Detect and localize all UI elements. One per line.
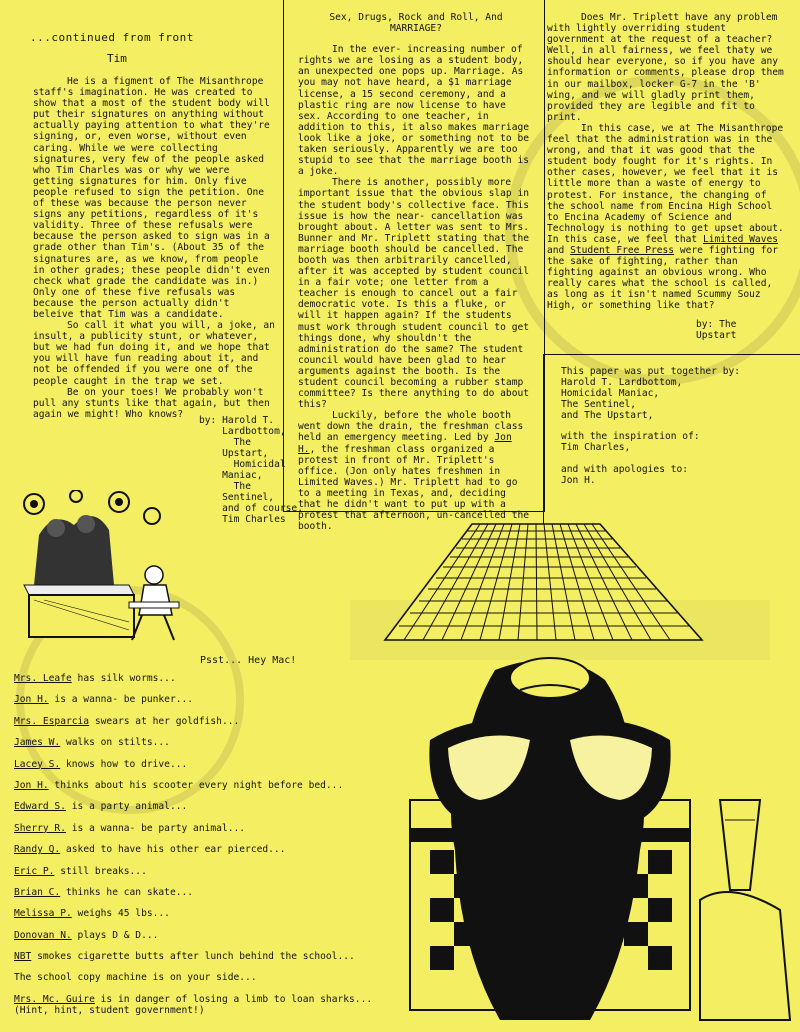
marriage-paragraph: There is another, possibly more important issue that the obvious slap in the student body's collective face. This issue is how the near- cancellation was brought about. A letter was sent to Mrs. Bunner and Mr. Triplett stating that the marriage booth should be cancelled. The booth was then arbitrarily cancelled, after it was accepted by student council in a fair vote; one letter from a teacher is enough to cancel out a fair democratic vote. Is this a fluke, or will it happen again? If the students must work through student council to get things done, why shouldn't the administration do the same? The student council would have been glad to hear arguments against the booth. Is the student council becoming a rubber stamp committee? Is there anything to do about this? (298, 177, 530, 411)
gossip-name: Mrs. Leafe (14, 673, 72, 684)
gossip-item (14, 801, 414, 822)
gossip-text: thinks he can skate... (60, 886, 194, 898)
gossip-item (14, 694, 414, 715)
gossip-list (14, 673, 414, 1016)
gossip-name: Mrs. Esparcia (14, 715, 90, 727)
jon-h-reference: Jon H. (298, 432, 512, 455)
continued-heading: ...continued from front (30, 31, 194, 44)
gossip-text: is a wanna- be punker... (48, 694, 194, 706)
gossip-text: is in danger of losing a limb to loan sharks... (94, 993, 373, 1005)
gossip-text: smokes cigarette butts after lunch behind the school... (31, 951, 355, 963)
gossip-text: has silk worms... (71, 673, 176, 684)
title-line: Sex, Drugs, Rock and Roll, And (329, 12, 503, 23)
gossip-name: Melissa P. (14, 908, 72, 920)
gossip-name: Lacey S. (14, 758, 61, 770)
title-line: MARRIAGE? (390, 23, 442, 35)
gossip-item (14, 887, 414, 908)
gossip-text: weighs 45 lbs... (71, 908, 170, 920)
marriage-paragraph (298, 410, 534, 532)
text-segment: , the freshman class organized a protest in front of Mr. Triplett's office. (Jon only hates freshmen in Limited Waves.) Mr. Triplett had to go to a meeting in Texas, and, deciding that he didn't want to put up with a protest that afternoon, un-cancelled the booth. (298, 443, 530, 533)
gossip-name: Mrs. Mc. Guire (14, 993, 95, 1005)
gossip-item (14, 780, 414, 801)
gossip-text: knows how to drive... (60, 758, 188, 770)
gossip-name: James W. (14, 737, 61, 749)
gossip-title: Psst... Hey Mac! (200, 655, 297, 666)
text-segment: In this case, we at The Misanthrope feel that the administration was in the wrong, and that it was good that the student body fought for it's rights. In other cases, however, we feel that it is little more than a waste of energy to protest. For instance, the changing of the school name from Encina High School to Encina Academy of Science and Technology is nothing to get upset about. In this case, we feel that (547, 122, 784, 245)
gossip-name: Donovan N. (14, 929, 72, 941)
text-segment: were fighting for the sake of fighting, rather than fighting against an obvious wrong. Who really cares what the school is called, as long as it isn't named Scummy Souz High, or something like that? (547, 244, 779, 312)
gossip-name: Randy Q. (14, 844, 61, 856)
gossip-item (14, 844, 414, 865)
text-segment: and (547, 244, 571, 256)
gossip-name: Edward S. (14, 801, 66, 813)
gossip-text: The school copy machine is on your side... (14, 972, 257, 984)
gossip-item (14, 823, 414, 844)
right-byline: by: The Upstart (696, 319, 737, 341)
left-paragraph: He is a figment of The Misanthrope staff's imagination. He was created to show that a most of the student body will put their signatures on anything without actually paying attention to what they're signing, or, even worse, without even caring. While we were collecting signatures, very few of the people asked who Tim Charles was or why we were getting signatures for him. Only five people refused to sign the petition. One of these was because the person never signs any petitions, regardless of it's validity. Three of these refusals were because the person asked to sign was in a grade other than Tim's. (About 35 of the signatures are, as we know, from people in other grades; these people didn't even check what grade the candidate was in.) Only one of these five refusals was because the person actually didn't beleive that Tim was a candidate. (33, 76, 270, 320)
perspective-grid-art (380, 522, 710, 647)
limited-waves-reference: Limited Waves (702, 233, 779, 245)
gossip-text: asked to have his other ear pierced... (60, 844, 286, 856)
gossip-name: Jon H. (14, 694, 49, 706)
right-article (547, 12, 785, 312)
text-segment: Luckily, before the whole booth went down the drain, the freshman class held an emergency meeting. Led by (298, 410, 524, 444)
gossip-text: swears at her goldfish... (89, 715, 240, 727)
gossip-item (14, 908, 414, 929)
gossip-name: Brian C. (14, 886, 61, 898)
gossip-text: is a party animal... (65, 801, 188, 813)
left-paragraph: So call it what you will, a joke, an insult, a publicity stunt, or whatever, but we had fun doing it, and we hope that you will have fun reading about it, and not be offended if you were one of the people caught in the trap we set. (33, 320, 275, 387)
article-subheading: Tim (107, 52, 127, 65)
gossip-name: NBT (14, 951, 32, 963)
gossip-item (14, 673, 414, 694)
gossip-name: Eric P. (14, 865, 55, 877)
gossip-item (14, 737, 414, 758)
gossip-note: (Hint, hint, student government!) (14, 1004, 205, 1016)
credits-text: This paper was put together by: Harold T. Lardbottom, Homicidal Maniac, The Sentinel, and The Upstart, with the inspiration of: Tim Charles, and with apologies to: Jon H. (561, 366, 741, 487)
right-paragraph: Does Mr. Triplett have any problem with lightly overriding student government at the request of a teacher? Well, in all fairness, we feel thaty we should hear everyone, so if you have any information or comments, please drop them in our mailbox, locker G-7 in the 'B' wing, and we will gladly print them, provided they are legible and fit to print. (547, 12, 784, 123)
credits-box (543, 354, 800, 524)
gossip-text: is a wanna- be party animal... (65, 822, 246, 834)
marriage-article-box (283, 0, 545, 533)
left-byline: by: Harold T. Lardbottom, The Upstart, Homicidal Maniac, The Sentinel, and of course, Tim Charles (199, 415, 303, 525)
sunglasses-face-photo (400, 650, 800, 1030)
gossip-item (14, 972, 414, 993)
gossip-item (14, 951, 414, 972)
marriage-paragraph: In the ever- increasing number of rights we are losing as a student body, an unexpected one pops up. Marriage. As you may not have heard, a $1 marriage license, a 15 second ceremony, and a plastic ring are now license to have sex. According to one teacher, in addition to this, it also makes marriage look like a joke, or something not to be taken seriously. Apparently we are too stupid to see that the marriage booth is a joke. (298, 44, 530, 178)
gossip-text: thinks about his scooter every night before bed... (48, 779, 344, 791)
gossip-item (14, 994, 414, 1005)
gossip-name: Jon H. (14, 779, 49, 791)
cartoon-illustration (14, 490, 184, 645)
gossip-item (14, 930, 414, 951)
gossip-item (14, 716, 414, 737)
gossip-text: still breaks... (54, 865, 147, 877)
student-free-press-reference: Student Free Press (570, 244, 675, 256)
gossip-text: walks on stilts... (60, 737, 170, 749)
marriage-article-title (298, 12, 534, 34)
gossip-item (14, 866, 414, 887)
gossip-item (14, 759, 414, 780)
right-paragraph (547, 123, 785, 312)
gossip-name: Sherry R. (14, 822, 66, 834)
left-paragraph: Be on your toes! We probably won't pull any stunts like that again, but then again we might! Who knows? (33, 386, 270, 420)
gossip-text: plays D & D... (71, 929, 159, 941)
left-article (33, 76, 275, 420)
